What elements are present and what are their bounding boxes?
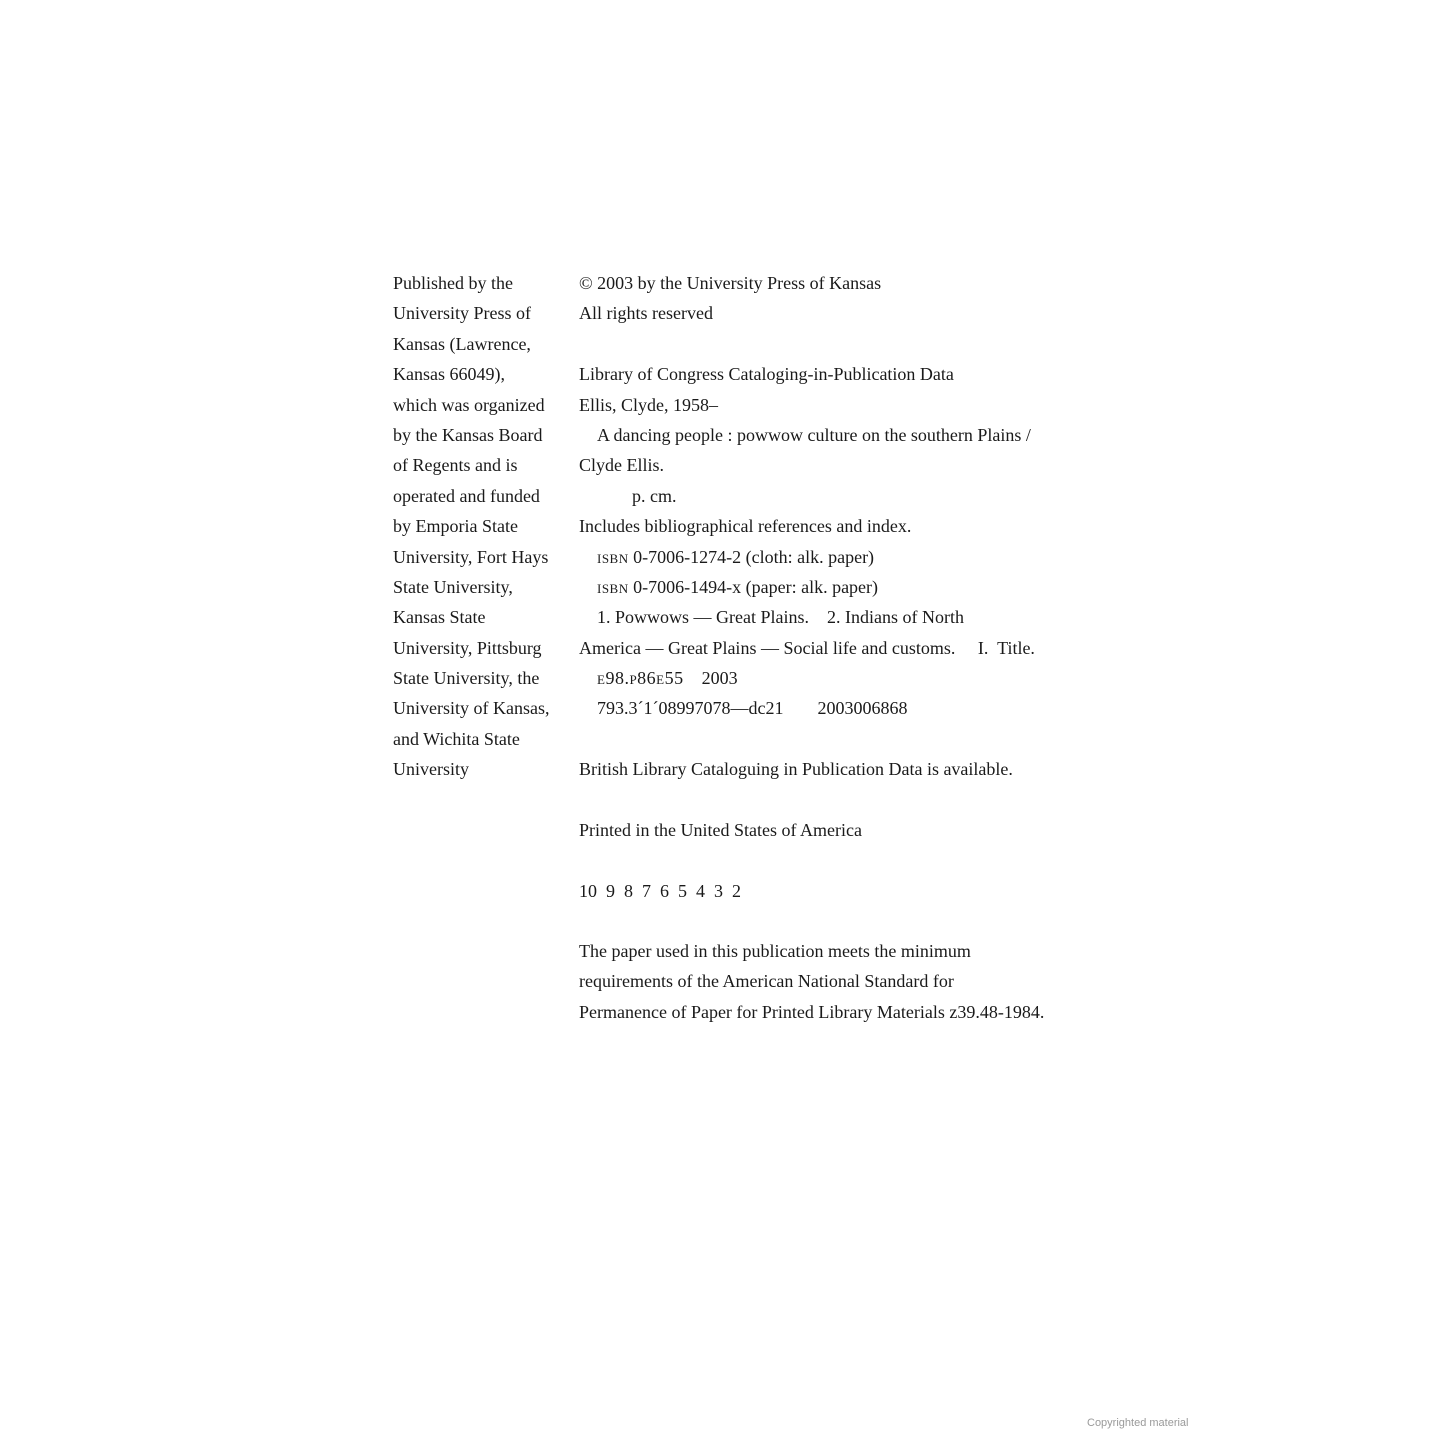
paper-note-line: The paper used in this publication meets the minimum <box>579 941 971 961</box>
cip-notes: Includes bibliographical references and index. <box>579 516 912 536</box>
publisher-note-line: operated and funded <box>393 486 540 506</box>
cip-isbn-paper <box>597 576 878 598</box>
lc-year: 2003 <box>701 668 738 688</box>
copyright-watermark: Copyrighted material <box>1087 1417 1189 1429</box>
cip-subjects-cont: America — Great Plains — Social life and customs. I. Title. <box>579 638 1035 658</box>
cip-subjects <box>597 606 964 628</box>
printed-in: Printed in the United States of America <box>579 820 862 840</box>
cip-isbn-cloth <box>597 546 874 568</box>
cip-title: A dancing people : powwow culture on the southern Plains / <box>597 425 1031 445</box>
publisher-note-line: by Emporia State <box>393 516 518 536</box>
dewey-number: 793.3´1´08997078—dc21 <box>597 698 784 718</box>
cip-heading: Library of Congress Cataloging-in-Publication Data <box>579 364 954 384</box>
cip-physical: p. cm. <box>632 486 677 506</box>
publisher-note-line: and Wichita State <box>393 729 520 749</box>
rights-line: All rights reserved <box>579 303 713 323</box>
lccn: 2003006868 <box>817 698 908 718</box>
paper-note-line: Permanence of Paper for Printed Library Materials z39.48-1984. <box>579 1002 1045 1022</box>
publisher-note-line: University of Kansas, <box>393 698 550 718</box>
publisher-note-line: by the Kansas Board <box>393 425 543 445</box>
printing-line: 10 9 8 7 6 5 4 3 2 <box>579 881 741 901</box>
british-library-note: British Library Cataloguing in Publication Data is available. <box>579 759 1013 779</box>
publisher-note-line: University, Pittsburg <box>393 638 542 658</box>
subject-2: 2. Indians of North <box>827 607 964 627</box>
cip-author: Ellis, Clyde, 1958– <box>579 395 718 415</box>
publisher-note-line: which was organized <box>393 395 545 415</box>
cip-lc-class <box>597 667 738 689</box>
isbn-label: isbn <box>597 577 629 597</box>
publisher-note-line: State University, the <box>393 668 540 688</box>
publisher-note-line: Published by the <box>393 273 513 293</box>
publisher-note-line: University Press of <box>393 303 531 323</box>
publisher-note-line: Kansas 66049), <box>393 364 505 384</box>
publisher-note-line: Kansas State <box>393 607 486 627</box>
subject-1: 1. Powwows — Great Plains. <box>597 607 809 627</box>
isbn-value: 0-7006-1274-2 (cloth: alk. paper) <box>633 547 875 567</box>
isbn-value: 0-7006-1494-x (paper: alk. paper) <box>633 577 879 597</box>
publisher-note-line: University <box>393 759 469 779</box>
lc-class-number: e98.p86e55 <box>597 668 684 688</box>
publisher-note-line: University, Fort Hays <box>393 547 549 567</box>
publisher-note-line: Kansas (Lawrence, <box>393 334 531 354</box>
cip-dewey <box>597 697 907 719</box>
cip-title-cont: Clyde Ellis. <box>579 455 664 475</box>
copyright-line: © 2003 by the University Press of Kansas <box>579 273 882 293</box>
publisher-note-line: of Regents and is <box>393 455 518 475</box>
paper-note-line: requirements of the American National Standard for <box>579 971 954 991</box>
publisher-note-line: State University, <box>393 577 513 597</box>
isbn-label: isbn <box>597 547 629 567</box>
